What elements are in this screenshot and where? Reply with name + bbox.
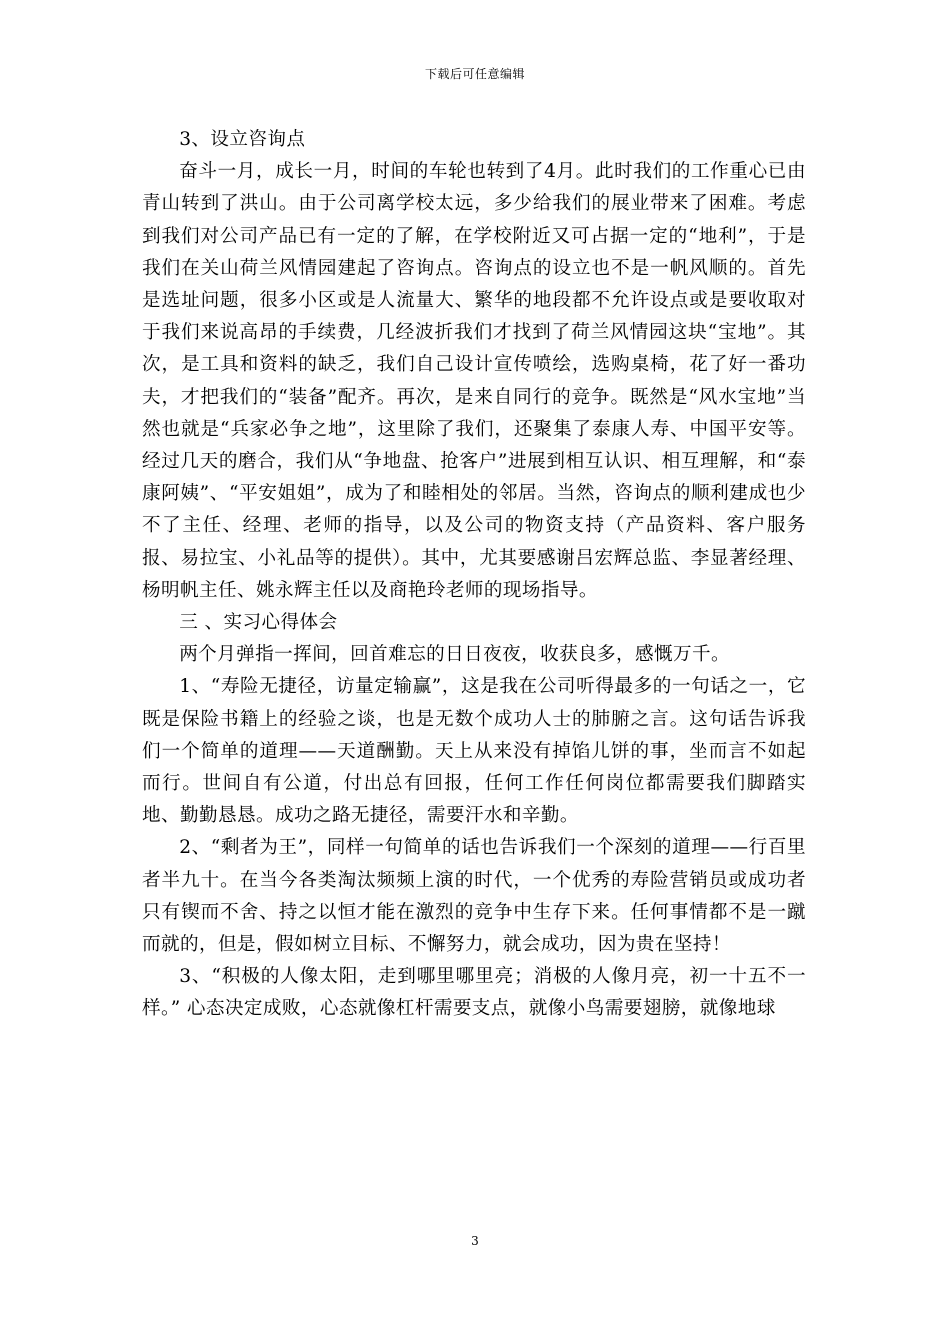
document-body <box>142 124 806 1026</box>
paragraph-consult-point: 奋斗一月，成长一月，时间的车轮也转到了4月。此时我们的工作重心已由青山转到了洪山。由于公司离学校太远，多少给我们的展业带来了困难。考虑到我们对公司产品已有一定的了解，在学校附近又可占据一定的“地利”，于是我们在关山荷兰风情园建起了咨询点。咨询点的设立也不是一帆风顺的。首先是选址问题，很多小区或是人流量大、繁华的地段都不允许设点或是要收取对于我们来说高昂的手续费，几经波折我们才找到了荷兰风情园这块“宝地”。其次，是工具和资料的缺乏，我们自己设计宣传喷绘，选购桌椅，花了好一番功夫，才把我们的“装备”配齐。再次，是来自同行的竞争。既然是“风水宝地”当然也就是“兵家必争之地”，这里除了我们，还聚集了泰康人寿、中国平安等。经过几天的磨合，我们从“争地盘、抢客户”进展到相互认识、相互理解，和“泰康阿姨”、“平安姐姐”，成为了和睦相处的邻居。当然，咨询点的顺利建成也少不了主任、经理、老师的指导，以及公司的物资支持（产品资料、客户服务报、易拉宝、小礼品等的提供）。其中，尤其要感谢吕宏辉总监、李显著经理、杨明帆主任、姚永辉主任以及商艳玲老师的现场指导。 <box>142 161 806 601</box>
page-header: 下载后可任意编辑 <box>424 67 525 81</box>
section-heading-experience: 三 、实习心得体会 <box>179 612 338 634</box>
paragraph-point-2: 2、“剩者为王”，同样一句简单的话也告诉我们一个深刻的道理——行百里者半九十。在当今各类淘汰频频上演的时代，一个优秀的寿险营销员或成功者只有锲而不舍、持之以恒才能在激烈的竞争中生存下来。任何事情都不是一蹴而就的，但是，假如树立目标、不懈努力，就会成功，因为贵在坚持！ <box>142 837 806 956</box>
paragraph-intro: 两个月弹指一挥间，回首难忘的日日夜夜，收获良多，感慨万千。 <box>179 644 731 666</box>
paragraph-point-1: 1、“寿险无捷径，访量定输赢”，这是我在公司听得最多的一句话之一，它既是保险书籍上的经验之谈，也是无数个成功人士的肺腑之言。这句话告诉我们一个简单的道理——天道酬勤。天上从来没有掉馅儿饼的事，坐而言不如起而行。世间自有公道，付出总有回报，任何工作任何岗位都需要我们脚踏实地、勤勤恳恳。成功之路无捷径，需要汗水和辛勤。 <box>142 676 806 827</box>
section-heading-consult-point: 3、设立咨询点 <box>179 129 306 150</box>
paragraph-point-3: 3、“积极的人像太阳，走到哪里哪里亮；消极的人像月亮，初一十五不一样。” 心态决定成败，心态就像杠杆需要支点，就像小鸟需要翅膀，就像地球 <box>142 966 806 1020</box>
page-number: 3 <box>471 1234 479 1248</box>
